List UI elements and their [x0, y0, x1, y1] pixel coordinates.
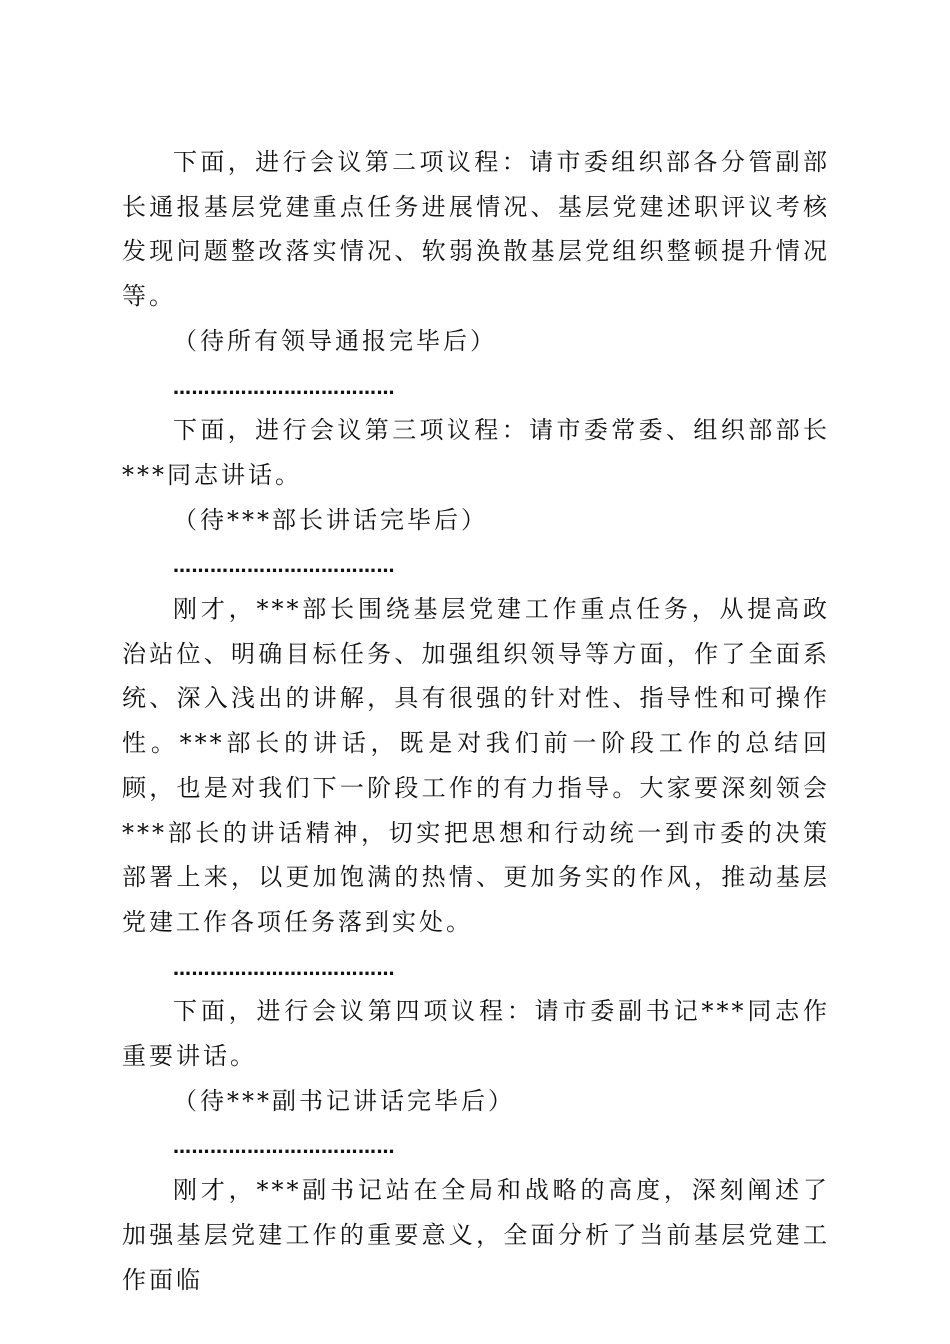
stage-note-deputy-secretary-speech: （待***副书记讲话完毕后）: [173, 1086, 515, 1115]
ellipsis-separator: ………………………………: [173, 958, 395, 980]
stage-note-leaders-report: （待所有领导通报完毕后）: [173, 326, 497, 355]
agenda-item-4-paragraph: 下面，进行会议第四项议程：请市委副书记***同志作重要讲话。: [122, 997, 830, 1071]
document-body: [122, 140, 830, 1302]
ellipsis-separator: ………………………………: [173, 377, 395, 399]
ellipsis-separator: ………………………………: [173, 1137, 395, 1159]
stage-note-minister-speech: （待***部长讲话完毕后）: [173, 505, 488, 534]
agenda-item-3-paragraph: 下面，进行会议第三项议程：请市委常委、组织部部长***同志讲话。: [122, 416, 830, 489]
minister-speech-summary-paragraph: 刚才，***部长围绕基层党建工作重点任务，从提高政治站位、明确目标任务、加强组织领导等方面，作了全面系统、深入浅出的讲解，具有很强的针对性、指导性和可操作性。***部长的讲话，既是对我们前一阶段工作的总结回顾，也是对我们下一阶段工作的有力指导。大家要深刻领会***部长的讲话精神，切实把思想和行动统一到市委的决策部署上来，以更加饱满的热情、更加务实的作风，推动基层党建工作各项任务落到实处。: [122, 595, 830, 936]
deputy-secretary-summary-paragraph: 刚才，***副书记站在全局和战略的高度，深刻阐述了加强基层党建工作的重要意义，全面分析了当前基层党建工作面临: [122, 1176, 830, 1294]
ellipsis-separator: ………………………………: [173, 556, 395, 578]
agenda-item-2-paragraph: 下面，进行会议第二项议程：请市委组织部各分管副部长通报基层党建重点任务进展情况、基层党建述职评议考核发现问题整改落实情况、软弱涣散基层党组织整顿提升情况等。: [122, 148, 830, 311]
